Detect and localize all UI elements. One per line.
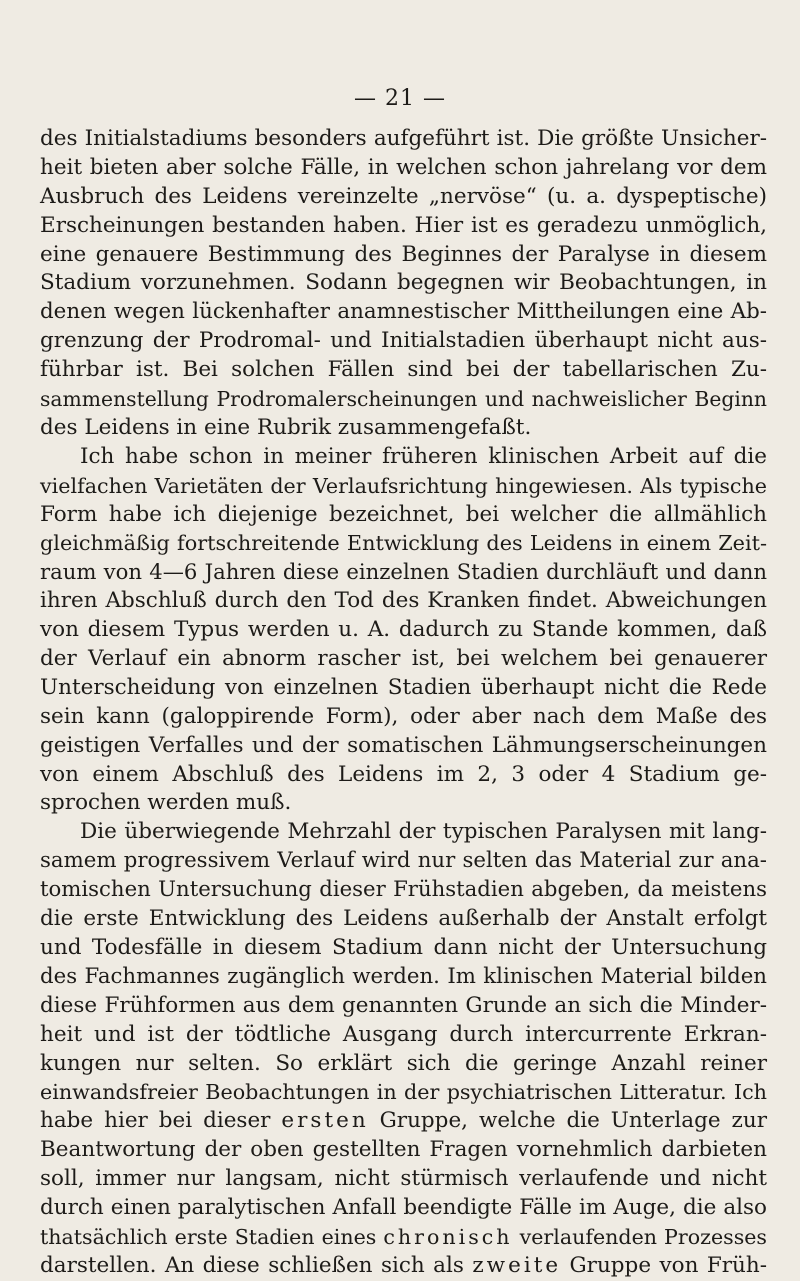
text-line: grenzung der Prodromal- und Initialstadien überhaupt nicht aus- xyxy=(40,328,767,354)
text-line: durch einen paralytischen Anfall beendigte Fälle im Auge, die also xyxy=(40,1194,767,1220)
text-line: tomischen Untersuchung dieser Frühstadien abgeben, da meistens xyxy=(40,877,767,903)
text-line: sammenstellung Prodromalerscheinungen und nachweislicher Beginn xyxy=(40,387,767,412)
text-line: gleichmäßig fortschreitende Entwicklung des Leidens in einem Zeit- xyxy=(40,531,767,556)
text-line xyxy=(40,1223,767,1252)
text-line: Unterscheidung von einzelnen Stadien überhaupt nicht die Rede xyxy=(40,674,767,700)
text-line: soll, immer nur langsam, nicht stürmisch verlaufende und nicht xyxy=(40,1166,767,1192)
text-line: heit bieten aber solche Fälle, in welchen schon jahrelang vor dem xyxy=(40,154,767,180)
text-line: Die überwiegende Mehrzahl der typischen Paralysen mit lang- xyxy=(80,819,767,845)
text-line: Stadium vorzunehmen. Sodann begegnen wir Beobachtungen, in xyxy=(40,270,767,296)
text-segment: darstellen. An diese schließen sich als xyxy=(40,1252,464,1278)
text-line: Form habe ich diejenige bezeichnet, bei welcher die allmählich xyxy=(40,501,767,527)
emphasis-spaced: chronisch xyxy=(383,1224,513,1249)
text-line xyxy=(40,1252,767,1281)
text-line: einwandsfreier Beobachtungen in der psychiatrischen Litteratur. Ich xyxy=(40,1080,767,1105)
text-segment: Gruppe, welche die Unterlage zur xyxy=(379,1108,767,1134)
body-text xyxy=(40,125,767,1281)
text-line: kungen nur selten. So erklärt sich die geringe Anzahl reiner xyxy=(40,1050,767,1076)
text-line: sprochen werden muß. xyxy=(40,790,292,816)
text-segment: verlaufenden Prozesses xyxy=(519,1224,767,1249)
text-line: die erste Entwicklung des Leidens außerhalb der Anstalt erfolgt xyxy=(40,906,767,932)
text-line: ihren Abschluß durch den Tod des Kranken findet. Abweichungen xyxy=(40,588,767,614)
text-line: des Fachmannes zugänglich werden. Im klinischen Material bilden xyxy=(40,963,767,989)
text-line: diese Frühformen aus dem genannten Grunde an sich die Minder- xyxy=(40,992,767,1018)
text-segment: habe hier bei dieser xyxy=(40,1108,271,1134)
emphasis-spaced: zweite xyxy=(472,1252,562,1278)
text-line: vielfachen Varietäten der Verlaufsrichtung hingewiesen. Als typische xyxy=(40,473,767,498)
text-line: denen wegen lückenhafter anamnestischer Mittheilungen eine Ab- xyxy=(40,299,767,325)
text-line: führbar ist. Bei solchen Fällen sind bei der tabellarischen Zu- xyxy=(40,357,767,383)
text-line: von diesem Typus werden u. A. dadurch zu Stande kommen, daß xyxy=(40,617,767,643)
text-line: heit und ist der tödtliche Ausgang durch intercurrente Erkran- xyxy=(40,1021,767,1047)
text-line: und Todesfälle in diesem Stadium dann nicht der Untersuchung xyxy=(40,934,767,960)
text-line: Ich habe schon in meiner früheren klinischen Arbeit auf die xyxy=(80,443,767,469)
text-line: des Leidens in eine Rubrik zusammengefaßt. xyxy=(40,414,532,440)
text-line: von einem Abschluß des Leidens im 2, 3 oder 4 Stadium ge- xyxy=(40,761,767,787)
text-line: des Initialstadiums besonders aufgeführt ist. Die größte Unsicher- xyxy=(40,126,767,151)
text-segment: Gruppe von Früh- xyxy=(569,1252,767,1278)
text-line: geistigen Verfalles und der somatischen Lähmungserscheinungen xyxy=(40,732,767,758)
text-line: raum von 4—6 Jahren diese einzelnen Stadien durchläuft und dann xyxy=(40,559,767,585)
emphasis-spaced: ersten xyxy=(281,1108,369,1134)
page-number: — 21 — xyxy=(354,86,446,111)
text-line: eine genauere Bestimmung des Beginnes der Paralyse in diesem xyxy=(40,241,767,267)
text-line: Beantwortung der oben gestellten Fragen vornehmlich darbieten xyxy=(40,1137,767,1163)
text-line: Ausbruch des Leidens vereinzelte „nervöse“ (u. a. dyspeptische) xyxy=(40,183,767,209)
text-line: der Verlauf ein abnorm rascher ist, bei welchem bei genauerer xyxy=(40,646,767,672)
text-line: Erscheinungen bestanden haben. Hier ist es geradezu unmöglich, xyxy=(40,212,767,238)
text-segment: thatsächlich erste Stadien eines xyxy=(40,1224,377,1249)
text-line xyxy=(40,1107,767,1136)
text-line: samem progressivem Verlauf wird nur selten das Material zur ana- xyxy=(40,848,767,874)
text-line: sein kann (galoppirende Form), oder aber nach dem Maße des xyxy=(40,703,767,729)
